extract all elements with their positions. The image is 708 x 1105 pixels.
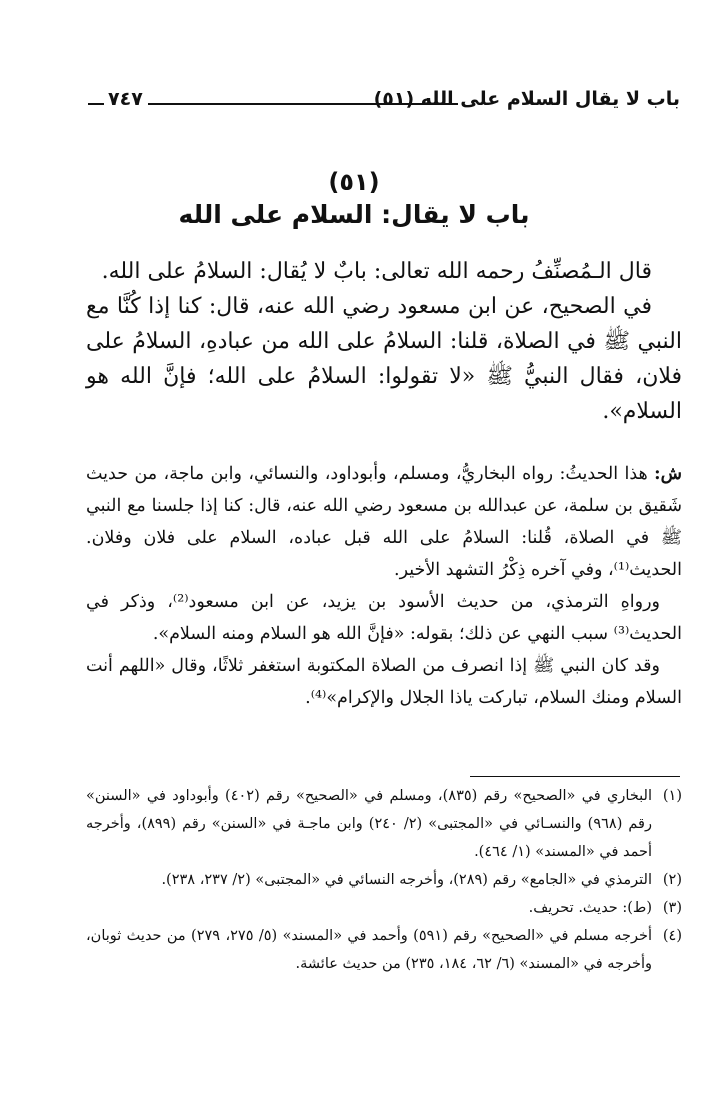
main-paragraph-2: في الصحيح، عن ابن مسعود رضي الله عنه، قال: كنا إذا كُنَّا مع النبي ﷺ في الصلاة، قلنا: السلامُ على الله من عبادهِ، السلامُ على فلان، فقال النبيُّ ﷺ «لا تقولوا: السلامُ على الله؛ فإنَّ الله هو السلام». <box>86 294 682 424</box>
commentary-paragraph-1-text: هذا الحديثُ: رواه البخاريُّ، ومسلم، وأبوداود، والنسائي، وابن ماجة، من حديث شَقيق بن سلمة، عن عبدالله بن مسعود رضي الله عنه، قال: كنا إذا جلسنا مع النبي ﷺ في الصلاة، قُلنا: السلامُ على الله قبل عباده، السلام على فلان وفلان. الحديث⁽¹⁾، وفي آخره ذِكْرُ التشهد الأخير. <box>86 464 682 580</box>
footnote <box>86 866 682 894</box>
footnote-number: (٢) <box>662 872 682 888</box>
footnote-text: أخرجه مسلم في «الصحيح» رقم (٥٩١) وأحمد في «المسند» (٥/ ٢٧٥، ٢٧٩) من حديث ثوبان، وأخرجه في «المسند» (٦/ ٦٢، ١٨٤، ٢٣٥) من حديث عائشة. <box>86 928 652 972</box>
footnote-number: (٣) <box>662 900 682 916</box>
header-rule <box>148 103 458 105</box>
footnote <box>86 922 682 978</box>
commentary-paragraph-1 <box>86 458 682 586</box>
footnotes <box>86 782 682 978</box>
main-paragraph-1: قال الـمُصنِّفُ رحمه الله تعالى: بابٌ لا يُقال: السلامُ على الله. <box>101 259 652 284</box>
commentary <box>86 458 682 714</box>
main-text <box>86 254 682 429</box>
commentary-marker: ش: <box>654 464 682 484</box>
footnote <box>86 782 682 866</box>
footnote-number: (٤) <box>662 928 682 944</box>
commentary-paragraph-3: وقد كان النبي ﷺ إذا انصرف من الصلاة المكتوبة استغفر ثلاثًا، وقال «اللهم أنت السلام ومنك السلام، تباركت ياذا الجلال والإكرام»⁽⁴⁾. <box>86 656 682 708</box>
chapter-number: (٥١) <box>328 168 380 196</box>
commentary-paragraph-2: ورواهِ الترمذي، من حديث الأسود بن يزيد، عن ابن مسعود⁽²⁾، وذكر في الحديث⁽³⁾ سبب النهي عن ذلك؛ بقوله: «فإنَّ الله هو السلام ومنه السلام». <box>86 592 682 644</box>
footnote-number: (١) <box>662 788 682 804</box>
running-header <box>88 84 680 114</box>
footnote-separator <box>470 776 680 777</box>
footnote <box>86 894 682 922</box>
page-number: ٧٤٧ <box>108 88 143 110</box>
footnote-text: (ط): حديث. تحريف. <box>528 900 652 916</box>
chapter-title: باب لا يقال: السلام على الله <box>178 200 530 229</box>
footnote-text: الترمذي في «الجامع» رقم (٢٨٩)، وأخرجه النسائي في «المجتبى» (٢/ ٢٣٧، ٢٣٨). <box>161 872 652 888</box>
page-number-dash <box>88 103 104 105</box>
footnote-text: البخاري في «الصحيح» رقم (٨٣٥)، ومسلم في «الصحيح» رقم (٤٠٢) وأبوداود في «السنن» رقم (٩٦٨) والنسـائي في «المجتبى» (٢/ ٢٤٠) وابن ماجـة في «السنن» رقم (٨٩٩)، وأخرجه أحمد في «المسند» (١/ ٤٦٤). <box>86 788 653 860</box>
running-header-title: باب لا يقال السلام على الله (٥١) <box>373 88 680 110</box>
